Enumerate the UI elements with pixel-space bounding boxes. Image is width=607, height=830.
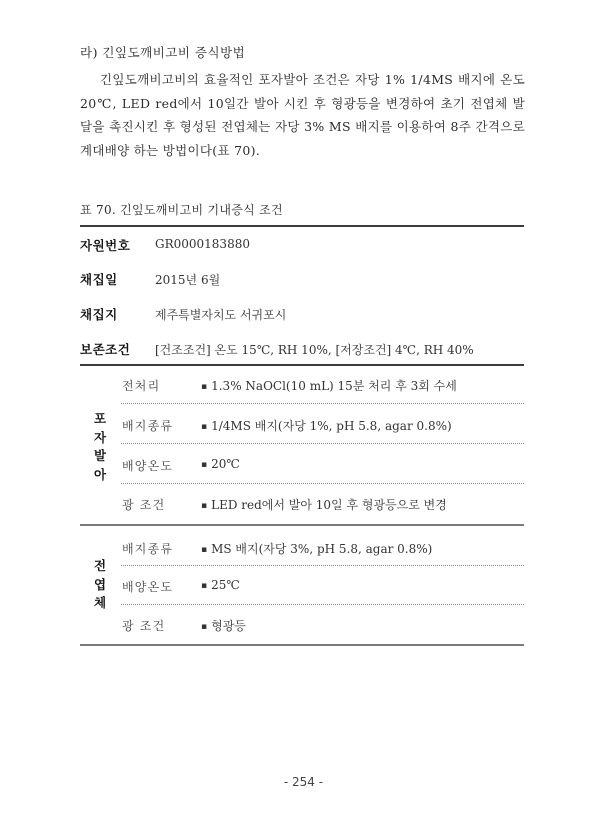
row-value [201,417,452,434]
table-top-rule [80,225,524,227]
meta-label-collection-site: 채집지 [80,307,118,322]
bullet-icon: ▪ [201,622,208,632]
row-label: 배지종류 [122,542,174,556]
row-value [201,457,240,471]
row-label: 광 조건 [122,619,166,633]
row-value-text: 25℃ [211,578,240,592]
meta-value-storage-conditions: [건조조건] 온도 15℃, RH 10%, [저장조건] 4℃, RH 40% [155,343,474,357]
meta-label-resource-id: 자원번호 [80,238,131,253]
row-label: 배양온도 [122,580,174,594]
row-label: 광 조건 [122,498,166,512]
row-value-text: MS 배지(자당 3%, pH 5.8, agar 0.8%) [211,542,433,556]
row-label: 배양온도 [122,459,174,473]
row-value [201,496,447,513]
row-divider [121,443,524,444]
row-value-text: 20℃ [211,457,240,471]
row-value [201,540,432,557]
row-label: 전처리 [122,379,161,393]
row-value-text: 형광등 [211,619,246,633]
row-divider [121,403,524,404]
row-value-text: 1/4MS 배지(자당 1%, pH 5.8, agar 0.8%) [211,419,452,433]
meta-value-collection-site: 제주특별자치도 서귀포시 [155,308,287,322]
table-bottom-rule [80,644,524,646]
row-value-text: LED red에서 발아 10일 후 형광등으로 변경 [211,498,447,512]
group-divider-rule [80,524,524,526]
page-number: - 254 - [283,775,324,789]
bullet-icon: ▪ [201,581,208,591]
bullet-icon: ▪ [201,422,208,432]
bullet-icon: ▪ [201,545,208,555]
bullet-icon: ▪ [201,501,208,511]
row-divider [121,565,524,566]
section-heading: 라) 긴잎도깨비고비 증식방법 [80,45,246,60]
table-caption: 표 70. 긴잎도깨비고비 기내증식 조건 [80,203,283,217]
row-divider [121,483,524,484]
meta-value-collection-date: 2015년 6월 [155,273,221,287]
meta-value-resource-id: GR0000183880 [155,237,250,251]
row-value [201,578,240,592]
meta-label-collection-date: 채집일 [80,272,118,287]
group-label-prothallus: 전 엽 체 [93,558,107,610]
group-label-spore-germination: 포 자 발 아 [93,411,107,482]
row-label: 배지종류 [122,419,174,433]
row-value-text: 1.3% NaOCl(10 mL) 15분 처리 후 3회 수세 [211,379,457,393]
table-meta-rule [80,364,524,366]
bullet-icon: ▪ [201,460,208,470]
row-value [201,377,457,394]
meta-label-storage-conditions: 보존조건 [80,342,131,357]
body-paragraph: 긴잎도깨비고비의 효율적인 포자발아 조건은 자당 1% 1/4MS 배지에 온도 20℃, LED red에서 10일간 발아 시킨 후 형광등을 변경하여 초기 전엽체 발달을 촉진시킨 후 형성된 전엽체는 자당 3% MS 배지를 이용하여 8주 간격으로 계대배양 하는 방법이다(표 70). [80,72,525,158]
row-divider [121,604,524,605]
row-value [201,617,246,634]
bullet-icon: ▪ [201,382,208,392]
